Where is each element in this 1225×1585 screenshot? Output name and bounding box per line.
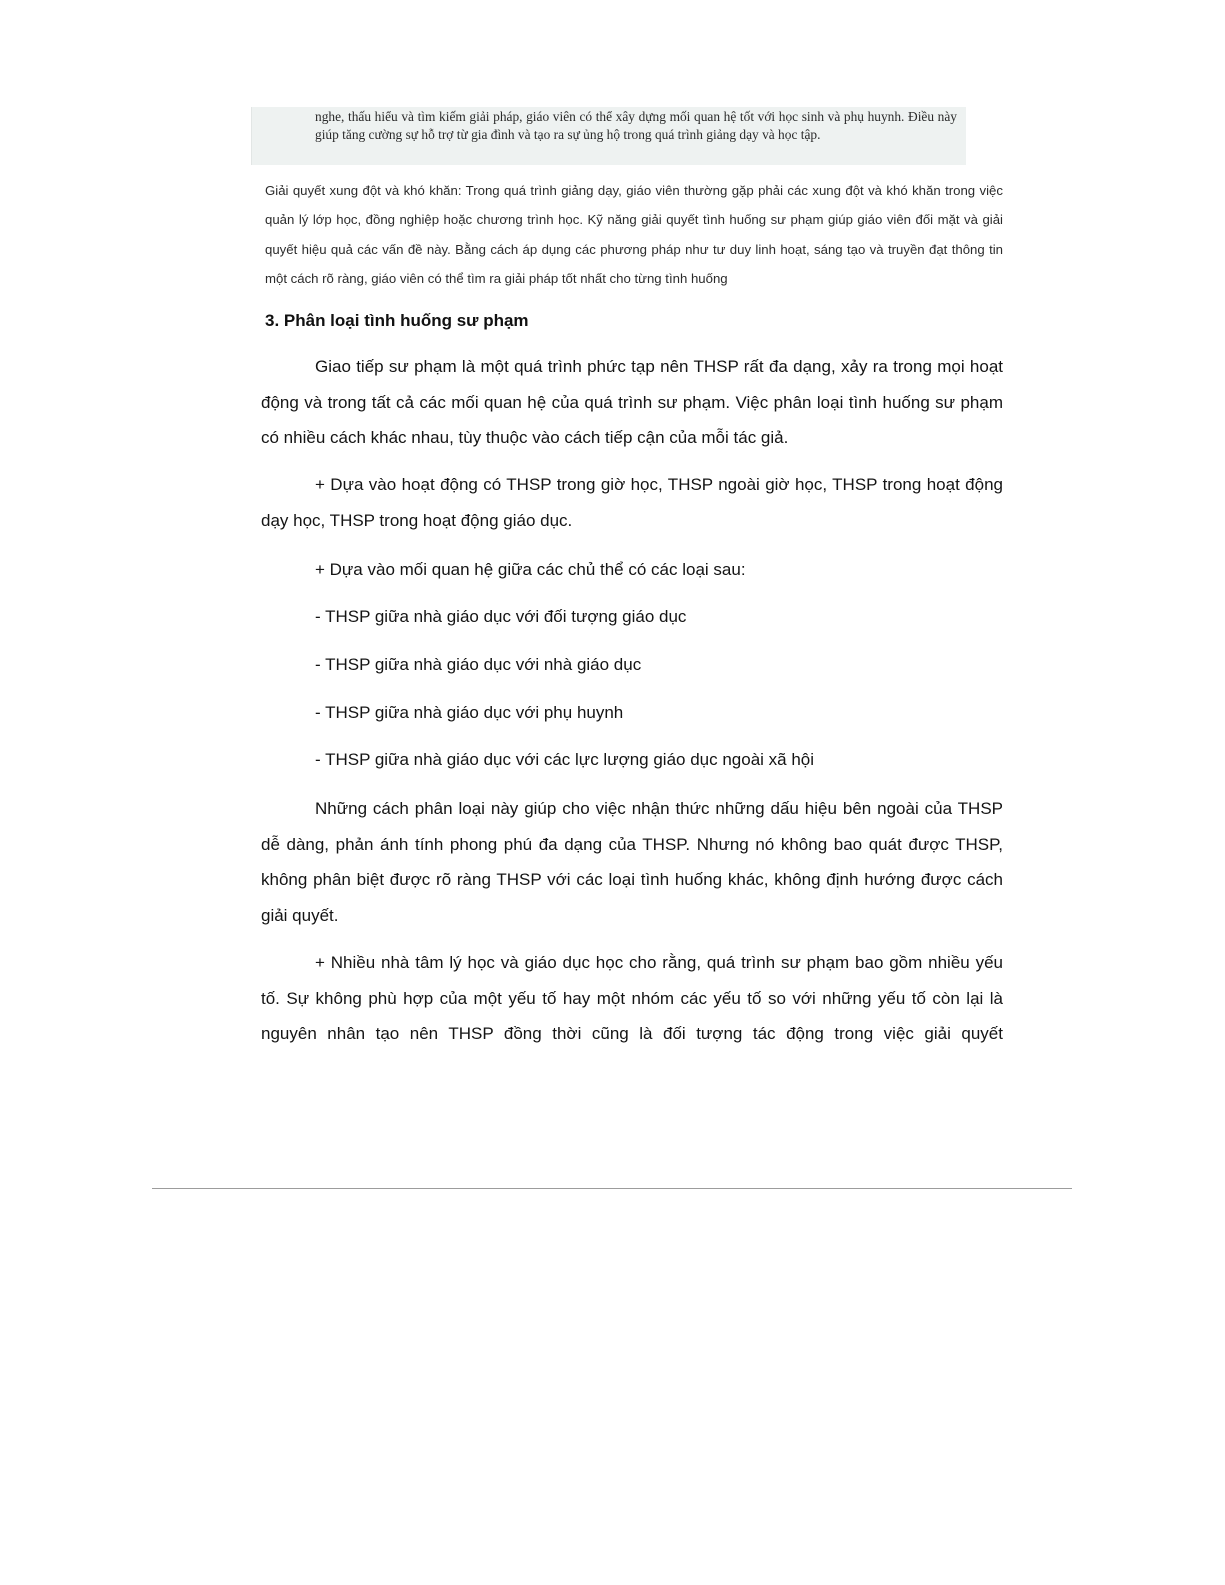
page-bottom-rule (152, 1188, 1072, 1189)
list-item-educator-educator: - THSP giữa nhà giáo dục với nhà giáo dục (315, 655, 642, 674)
classification-by-activity: + Dựa vào hoạt động có THSP trong giờ học, THSP ngoài giờ học, THSP trong hoạt động dạy học, THSP trong hoạt động giáo dục. (261, 475, 1003, 530)
summary-paragraph: Những cách phân loại này giúp cho việc nhận thức những dấu hiệu bên ngoài của THSP dễ dàng, phản ánh tính phong phú đa dạng của THSP. Nhưng nó không bao quát được THSP, không phân biệt được rõ ràng THSP với các loại tình huống khác, không định hướng được cách giải quyết. (261, 799, 1003, 925)
section-heading: 3. Phân loại tình huống sư phạm (265, 311, 529, 330)
list-item-educator-parent: - THSP giữa nhà giáo dục với phụ huynh (315, 703, 624, 722)
classification-by-relationship: + Dựa vào mối quan hệ giữa các chủ thể có các loại sau: (315, 560, 746, 579)
list-item-educator-society: - THSP giữa nhà giáo dục với các lực lượng giáo dục ngoài xã hội (315, 750, 815, 769)
quoted-text: nghe, thấu hiểu và tìm kiếm giải pháp, giáo viên có thể xây dựng mối quan hệ tốt với học sinh và phụ huynh. Điều này giúp tăng cường sự hỗ trợ từ gia đình và tạo ra sự ủng hộ trong quá trình giảng dạy và học tập. (315, 109, 957, 143)
list-item-educator-learner: - THSP giữa nhà giáo dục với đối tượng giáo dục (315, 607, 687, 626)
intro-paragraph: Giao tiếp sư phạm là một quá trình phức tạp nên THSP rất đa dạng, xảy ra trong mọi hoạt động và trong tất cả các mối quan hệ của quá trình sư phạm. Việc phân loại tình huống sư phạm có nhiều cách khác nhau, tùy thuộc vào cách tiếp cận của mỗi tác giả. (261, 357, 1003, 447)
psychologists-paragraph: + Nhiều nhà tâm lý học và giáo dục học cho rằng, quá trình sư phạm bao gồm nhiều yếu tố. Sự không phù hợp của một yếu tố hay một nhóm các yếu tố so với những yếu tố còn lại là nguyên nhân tạo nên THSP đồng thời cũng là đối tượng tác động trong việc giải quyết (261, 953, 1003, 1043)
conflict-resolution-paragraph: Giải quyết xung đột và khó khăn: Trong quá trình giảng dạy, giáo viên thường gặp phải các xung đột và khó khăn trong việc quản lý lớp học, đồng nghiệp hoặc chương trình học. Kỹ năng giải quyết tình huống sư phạm giúp giáo viên đối mặt và giải quyết hiệu quả các vấn đề này. Bằng cách áp dụng các phương pháp như tư duy linh hoạt, sáng tạo và truyền đạt thông tin một cách rõ ràng, giáo viên có thể tìm ra giải pháp tốt nhất cho từng tình huống (265, 183, 1003, 287)
